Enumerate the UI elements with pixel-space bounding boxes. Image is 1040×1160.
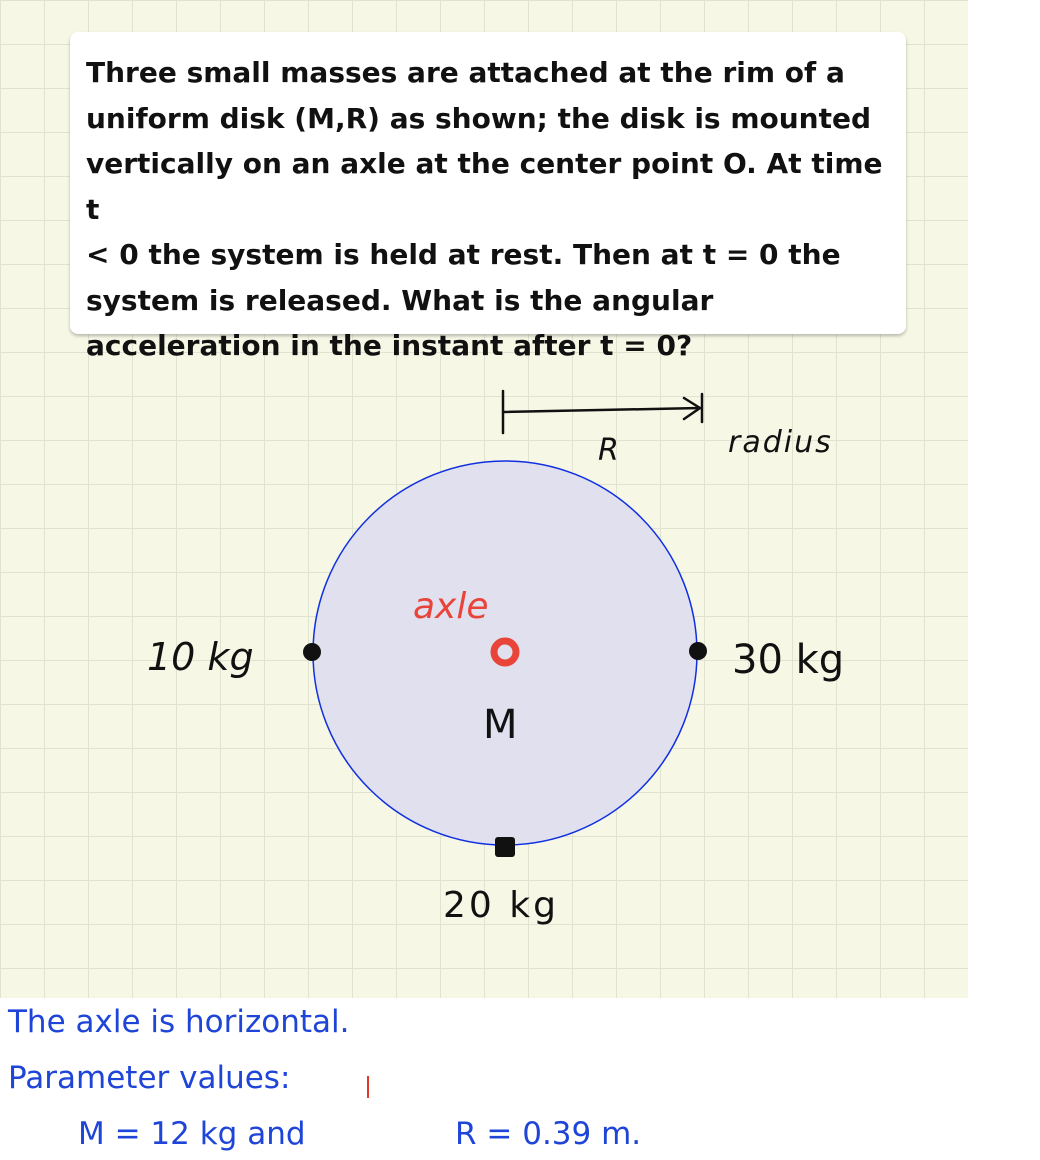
bottom-mass-label: 20 kg	[443, 885, 559, 926]
bottom-mass-dot	[495, 837, 515, 857]
axle-orientation-text: The axle is horizontal.	[8, 1004, 350, 1040]
text-cursor	[367, 1076, 369, 1098]
parameter-values-heading: Parameter values:	[8, 1060, 291, 1096]
question-text: Three small masses are attached at the rim of a uniform disk (M,R) as shown; the disk is mounted vertically on an axle at the center point O. At time t < 0 the system is held at rest. Then at t = 0 the system is released. What is the angular acceleration in the instant after t = 0?	[86, 56, 883, 362]
radius-arrow	[503, 391, 702, 433]
radius-symbol: R	[598, 433, 619, 468]
right-mass-label: 30 kg	[732, 637, 845, 683]
axle-label: axle	[413, 586, 489, 627]
radius-parameter: R = 0.39 m.	[455, 1116, 642, 1152]
disk-mass-label: M	[483, 702, 518, 748]
disk-mass-parameter: M = 12 kg and	[78, 1116, 306, 1152]
disk	[313, 461, 697, 845]
radius-word: radius	[728, 425, 833, 460]
right-mass-dot	[689, 642, 707, 660]
left-mass-label: 10 kg	[147, 635, 254, 679]
left-mass-dot	[303, 643, 321, 661]
